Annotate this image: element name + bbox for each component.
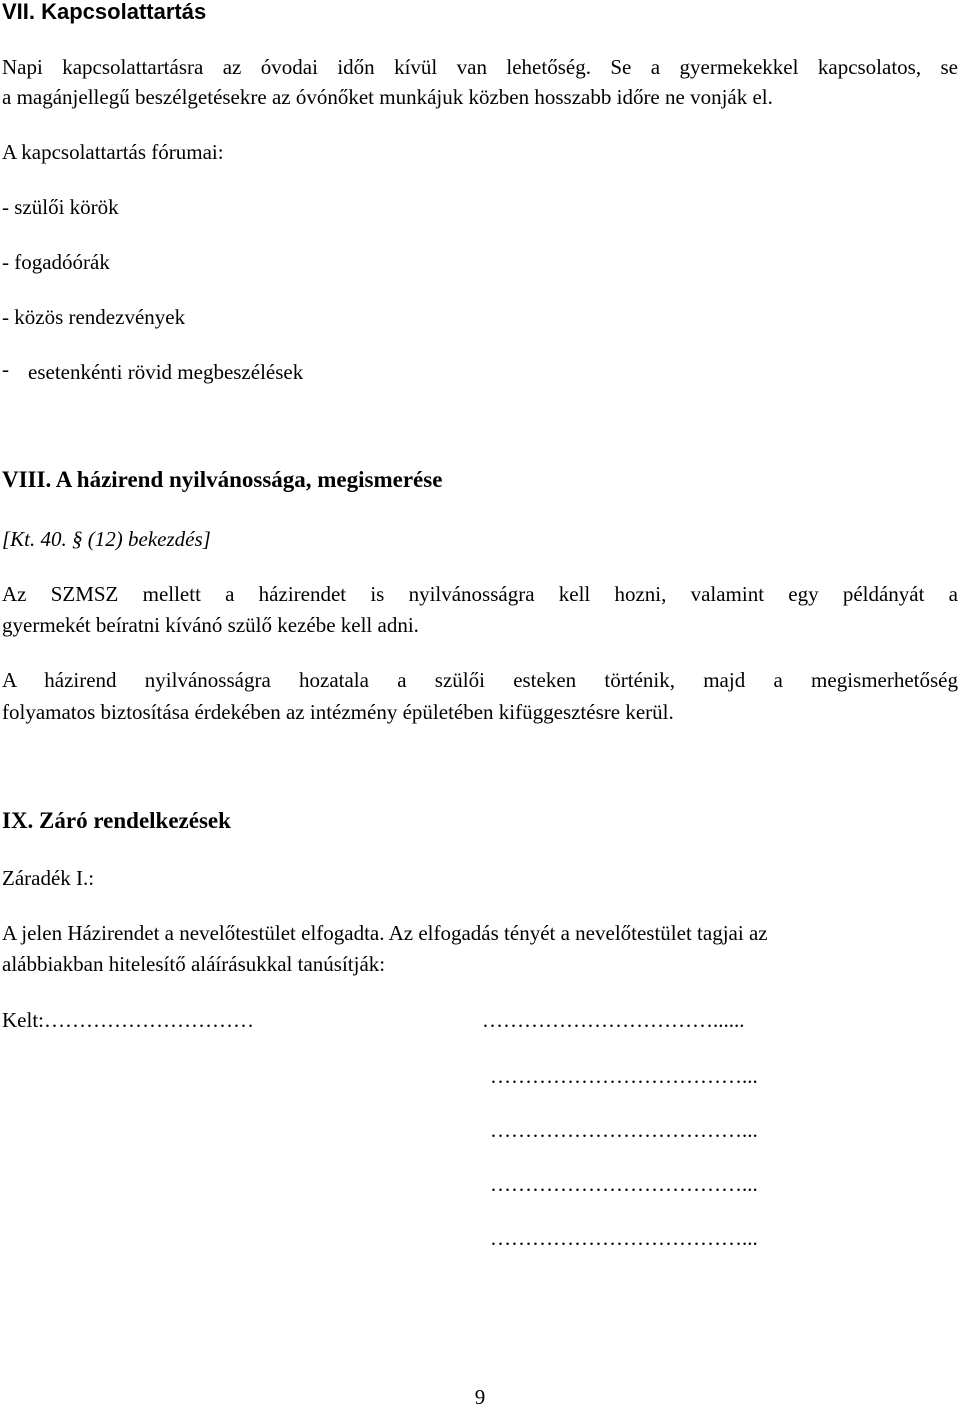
signature-line: ……………………………...... <box>482 1008 745 1032</box>
page-number: 9 <box>474 1385 486 1409</box>
paragraph-line: a magánjellegű beszélgetésekre az óvónőket munkájuk közben hosszabb időre ne vonják el. <box>2 85 773 109</box>
list-item: esetenkénti rövid megbeszélések <box>28 360 304 384</box>
section-heading-hazirend: VIII. A házirend nyilvánossága, megismerése <box>2 467 443 492</box>
forums-intro: A kapcsolattartás fórumai: <box>2 140 224 164</box>
list-item: - közös rendezvények <box>2 305 186 329</box>
section-heading-zaro: IX. Záró rendelkezések <box>2 808 231 833</box>
paragraph-line: Napi kapcsolattartásra az óvodai időn kívül van lehetőség. Se a gyermekekkel kapcsolatos, se <box>2 55 958 79</box>
kelt-field: Kelt:………………………… <box>2 1008 254 1032</box>
paragraph-line: alábbiakban hitelesítő aláírásukkal tanúsítják: <box>2 952 386 976</box>
list-item: - fogadóórák <box>2 250 110 274</box>
paragraph-line: gyermekét beíratni kívánó szülő kezébe kell adni. <box>2 613 419 637</box>
signature-line: ………………………………... <box>490 1118 758 1142</box>
signature-line: ………………………………... <box>490 1172 758 1196</box>
paragraph-line: folyamatos biztosítása érdekében az intézmény épületében kifüggesztésre kerül. <box>2 700 674 724</box>
list-dash: - <box>2 357 9 381</box>
list-item: - szülői körök <box>2 195 119 219</box>
paragraph-line: A házirend nyilvánosságra hozatala a szülői esteken történik, majd a megismerhetőség <box>2 668 958 692</box>
legal-reference: [Kt. 40. § (12) bekezdés] <box>2 527 211 551</box>
paragraph-line: Az SZMSZ mellett a házirendet is nyilvánosságra kell hozni, valamint egy példányát a <box>2 582 958 606</box>
paragraph-line: A jelen Házirendet a nevelőtestület elfogadta. Az elfogadás tényét a nevelőtestület tagjai az <box>2 921 768 945</box>
section-heading-kapcsolattartas: VII. Kapcsolattartás <box>2 0 207 24</box>
clause-label: Záradék I.: <box>2 866 95 890</box>
signature-line: ………………………………... <box>490 1064 758 1088</box>
signature-line: ………………………………... <box>490 1226 758 1250</box>
